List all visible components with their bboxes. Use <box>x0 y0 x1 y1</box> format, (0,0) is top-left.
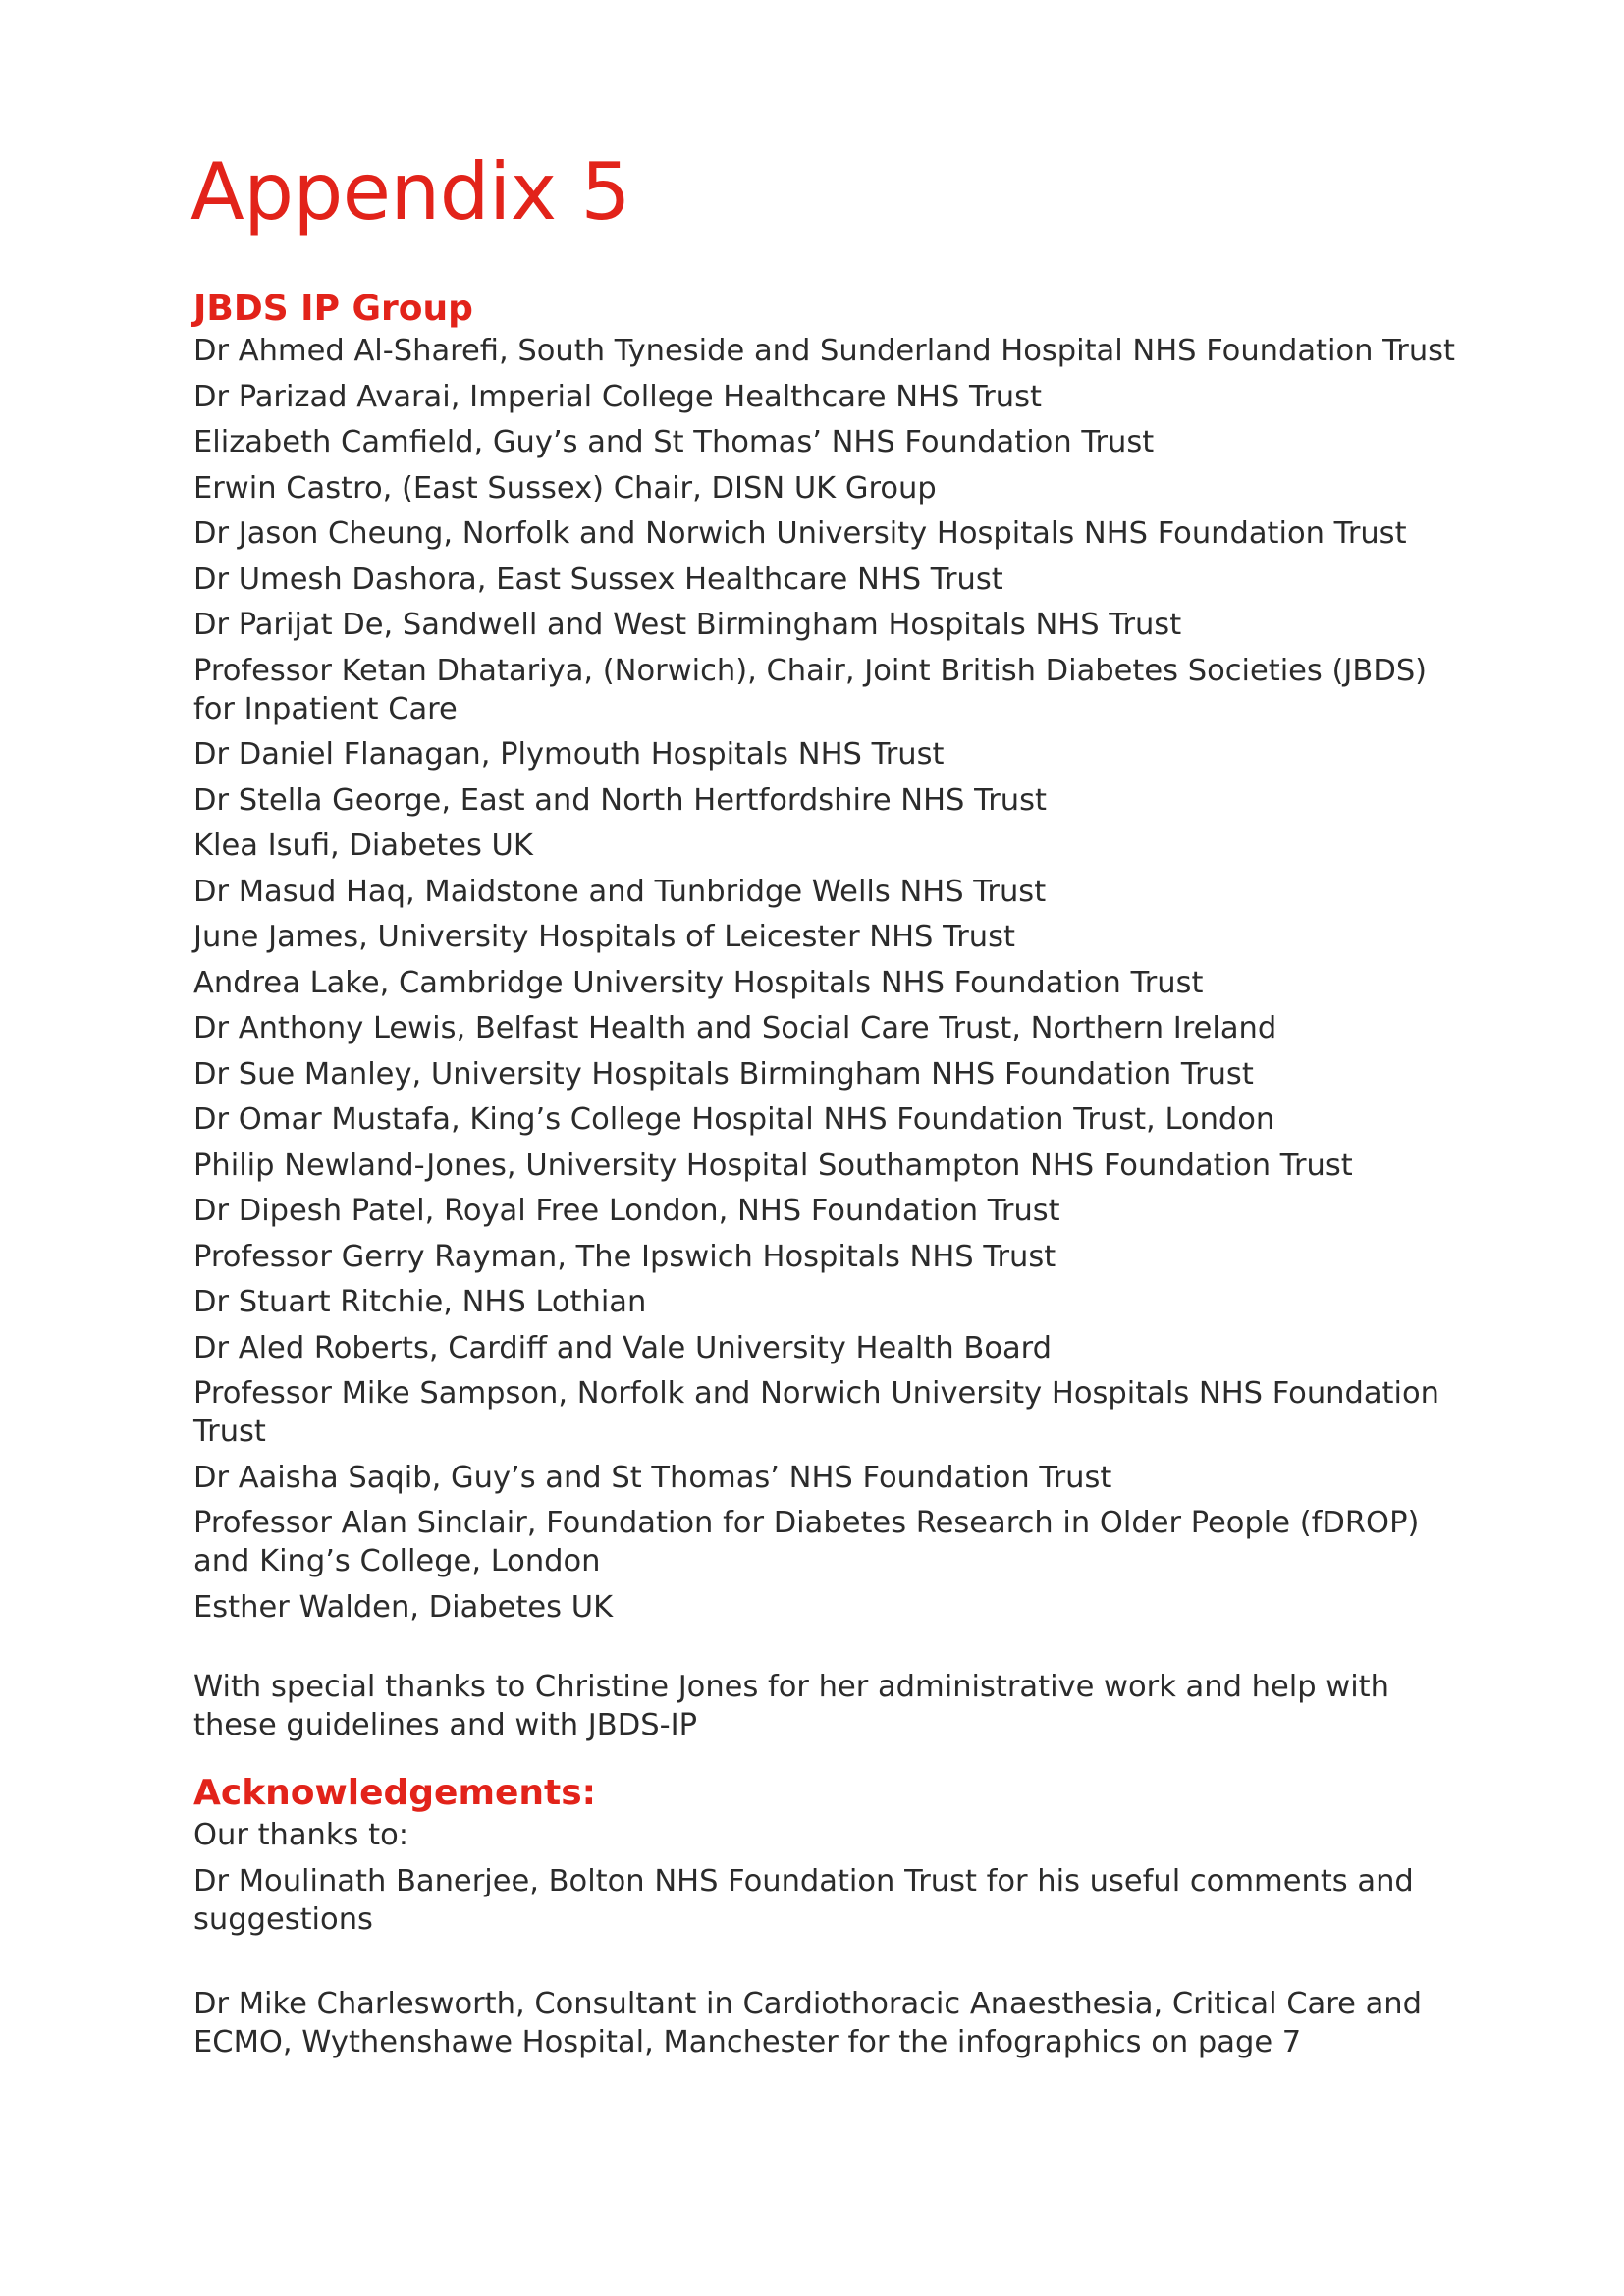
member-item: Professor Mike Sampson, Norfolk and Norwich University Hospitals NHS Foundation Trust <box>193 1376 1439 1449</box>
member-item: Dr Sue Manley, University Hospitals Birmingham NHS Foundation Trust <box>193 1056 1254 1092</box>
member-item: Dr Dipesh Patel, Royal Free London, NHS Foundation Trust <box>193 1194 1060 1228</box>
member-item: Dr Anthony Lewis, Belfast Health and Social Care Trust, Northern Ireland <box>193 1011 1277 1045</box>
member-item: Elizabeth Camfield, Guy’s and St Thomas’ NHS Foundation Trust <box>193 425 1155 459</box>
acknowledgements-intro: Our thanks to: <box>193 1818 409 1852</box>
special-thanks-text: With special thanks to Christine Jones for her administrative work and help with these guidelines and with JBDS-IP <box>193 1670 1389 1742</box>
member-item: Dr Umesh Dashora, East Sussex Healthcare NHS Trust <box>193 561 1003 597</box>
member-item: Dr Aled Roberts, Cardiff and Vale University Health Board <box>193 1330 1053 1365</box>
member-item: Dr Stuart Ritchie, NHS Lothian <box>193 1285 647 1319</box>
member-item: Klea Isufi, Diabetes UK <box>193 828 533 863</box>
member-item: Dr Omar Mustafa, King’s College Hospital NHS Foundation Trust, London <box>193 1102 1275 1137</box>
page-title: Appendix 5 <box>190 146 630 238</box>
member-item: Professor Ketan Dhatariya, (Norwich), Chair, Joint British Diabetes Societies (JBDS) for Inpatient Care <box>193 653 1428 726</box>
member-item: Dr Ahmed Al-Sharefi, South Tyneside and Sunderland Hospital NHS Foundation Trust <box>193 334 1456 368</box>
member-item: June James, University Hospitals of Leicester NHS Trust <box>193 920 1015 954</box>
group-member-list <box>193 332 1470 1627</box>
member-item: Dr Parizad Avarai, Imperial College Healthcare NHS Trust <box>193 379 1042 414</box>
member-item: Esther Walden, Diabetes UK <box>193 1589 614 1625</box>
group-heading: JBDS IP Group <box>193 289 473 329</box>
member-item: Professor Alan Sinclair, Foundation for Diabetes Research in Older People (fDROP) and King’s College, London <box>193 1506 1420 1578</box>
member-item: Dr Stella George, East and North Hertfordshire NHS Trust <box>193 782 1047 818</box>
acknowledgement-item: Dr Moulinath Banerjee, Bolton NHS Foundation Trust for his useful comments and suggestions <box>193 1864 1414 1937</box>
page-content <box>190 146 1470 2061</box>
acknowledgements-heading: Acknowledgements: <box>193 1773 597 1813</box>
acknowledgement-item: Dr Mike Charlesworth, Consultant in Cardiothoracic Anaesthesia, Critical Care and ECMO, Wythenshawe Hospital, Manchester for the infographics on page 7 <box>193 1987 1422 2059</box>
member-item: Andrea Lake, Cambridge University Hospitals NHS Foundation Trust <box>193 965 1204 1000</box>
member-item: Dr Masud Haq, Maidstone and Tunbridge Wells NHS Trust <box>193 874 1047 909</box>
member-item: Dr Jason Cheung, Norfolk and Norwich University Hospitals NHS Foundation Trust <box>193 516 1407 551</box>
member-item: Dr Parijat De, Sandwell and West Birmingham Hospitals NHS Trust <box>193 608 1182 642</box>
member-item: Dr Aaisha Saqib, Guy’s and St Thomas’ NHS Foundation Trust <box>193 1460 1112 1495</box>
member-item: Philip Newland-Jones, University Hospital Southampton NHS Foundation Trust <box>193 1148 1353 1183</box>
member-item: Professor Gerry Rayman, The Ipswich Hospitals NHS Trust <box>193 1239 1056 1274</box>
member-item: Erwin Castro, (East Sussex) Chair, DISN UK Group <box>193 470 937 506</box>
member-item: Dr Daniel Flanagan, Plymouth Hospitals NHS Trust <box>193 737 945 772</box>
